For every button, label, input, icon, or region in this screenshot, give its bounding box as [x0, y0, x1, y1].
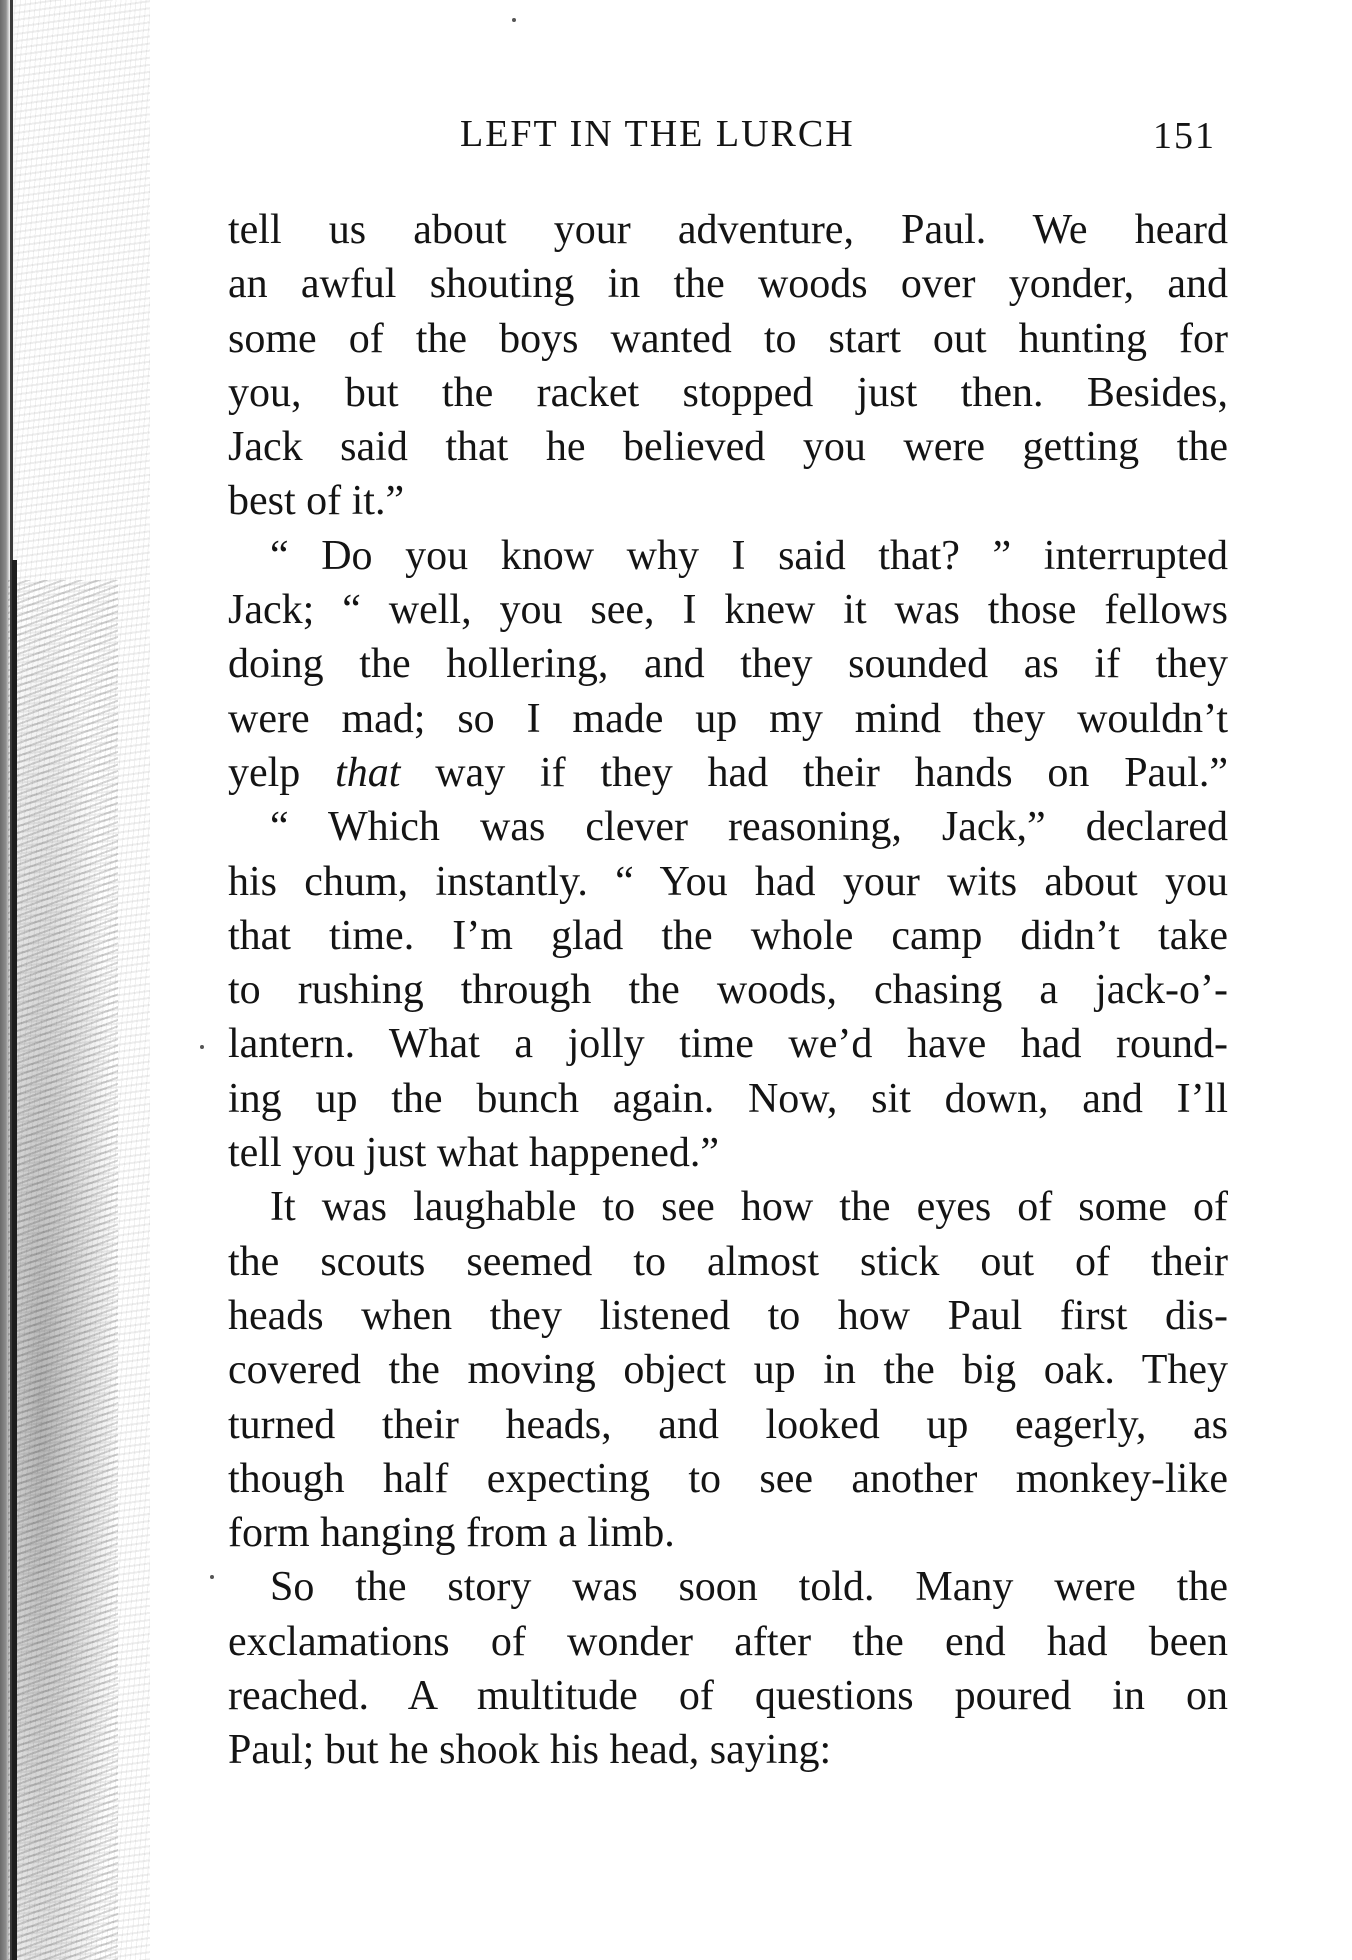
text-line: his chum, instantly. “ You had your wits about you — [228, 858, 1228, 905]
binding-edge-line — [12, 560, 17, 1960]
scan-speck — [512, 18, 516, 22]
text-line: heads when they listened to how Paul first dis- — [228, 1292, 1228, 1339]
text-line: tell us about your adventure, Paul. We heard — [228, 207, 1228, 253]
text-line: though half expecting to see another monkey-like — [228, 1455, 1228, 1502]
text-line: that time. I’m glad the whole camp didn’t take — [228, 912, 1228, 959]
text-line: “ Do you know why I said that? ” interrupted — [270, 532, 1228, 579]
running-head — [228, 112, 1228, 172]
text-line: to rushing through the woods, chasing a jack-o’- — [228, 967, 1228, 1014]
text-line: an awful shouting in the woods over yonder, and — [228, 261, 1228, 308]
text-line: So the story was soon told. Many were the — [270, 1564, 1228, 1611]
scan-speck — [200, 1045, 204, 1049]
text-line: Paul; but he shook his head, saying: — [228, 1727, 832, 1774]
text-line: some of the boys wanted to start out hunting for — [228, 315, 1228, 362]
text-line: covered the moving object up in the big oak. They — [228, 1347, 1228, 1394]
text-line: were mad; so I made up my mind they wouldn’t — [228, 695, 1228, 742]
body-text — [228, 203, 1228, 1778]
binding-shadow — [8, 580, 118, 1960]
text-line: Jack; “ well, you see, I knew it was those fellows — [228, 587, 1228, 634]
text-line: best of it.” — [228, 478, 405, 525]
italic-emphasis: that — [335, 749, 401, 796]
text-line: ing up the bunch again. Now, sit down, and I’ll — [228, 1075, 1228, 1122]
text-line: exclamations of wonder after the end had been — [228, 1618, 1228, 1665]
text-line: you, but the racket stopped just then. Besides, — [228, 369, 1228, 416]
text-line: the scouts seemed to almost stick out of their — [228, 1238, 1228, 1285]
text-line — [228, 746, 1228, 800]
text-line: “ Which was clever reasoning, Jack,” declared — [270, 804, 1228, 851]
text-line: reached. A multitude of questions poured in on — [228, 1673, 1228, 1720]
chapter-title: LEFT IN THE LURCH — [460, 113, 855, 155]
scan-speck — [210, 1575, 214, 1579]
text-line: form hanging from a limb. — [228, 1510, 675, 1557]
text-line: tell you just what happened.” — [228, 1130, 720, 1177]
page-number: 151 — [1153, 115, 1216, 157]
text-line: turned their heads, and looked up eagerly, as — [228, 1401, 1228, 1448]
text-segment: yelp — [228, 749, 336, 796]
text-line: doing the hollering, and they sounded as if they — [228, 641, 1228, 688]
text-line: Jack said that he believed you were getting the — [228, 424, 1228, 471]
text-segment: way if they had their hands on Paul.” — [400, 749, 1229, 796]
text-line: It was laughable to see how the eyes of some of — [270, 1184, 1228, 1231]
text-line: lantern. What a jolly time we’d have had round- — [228, 1021, 1228, 1068]
